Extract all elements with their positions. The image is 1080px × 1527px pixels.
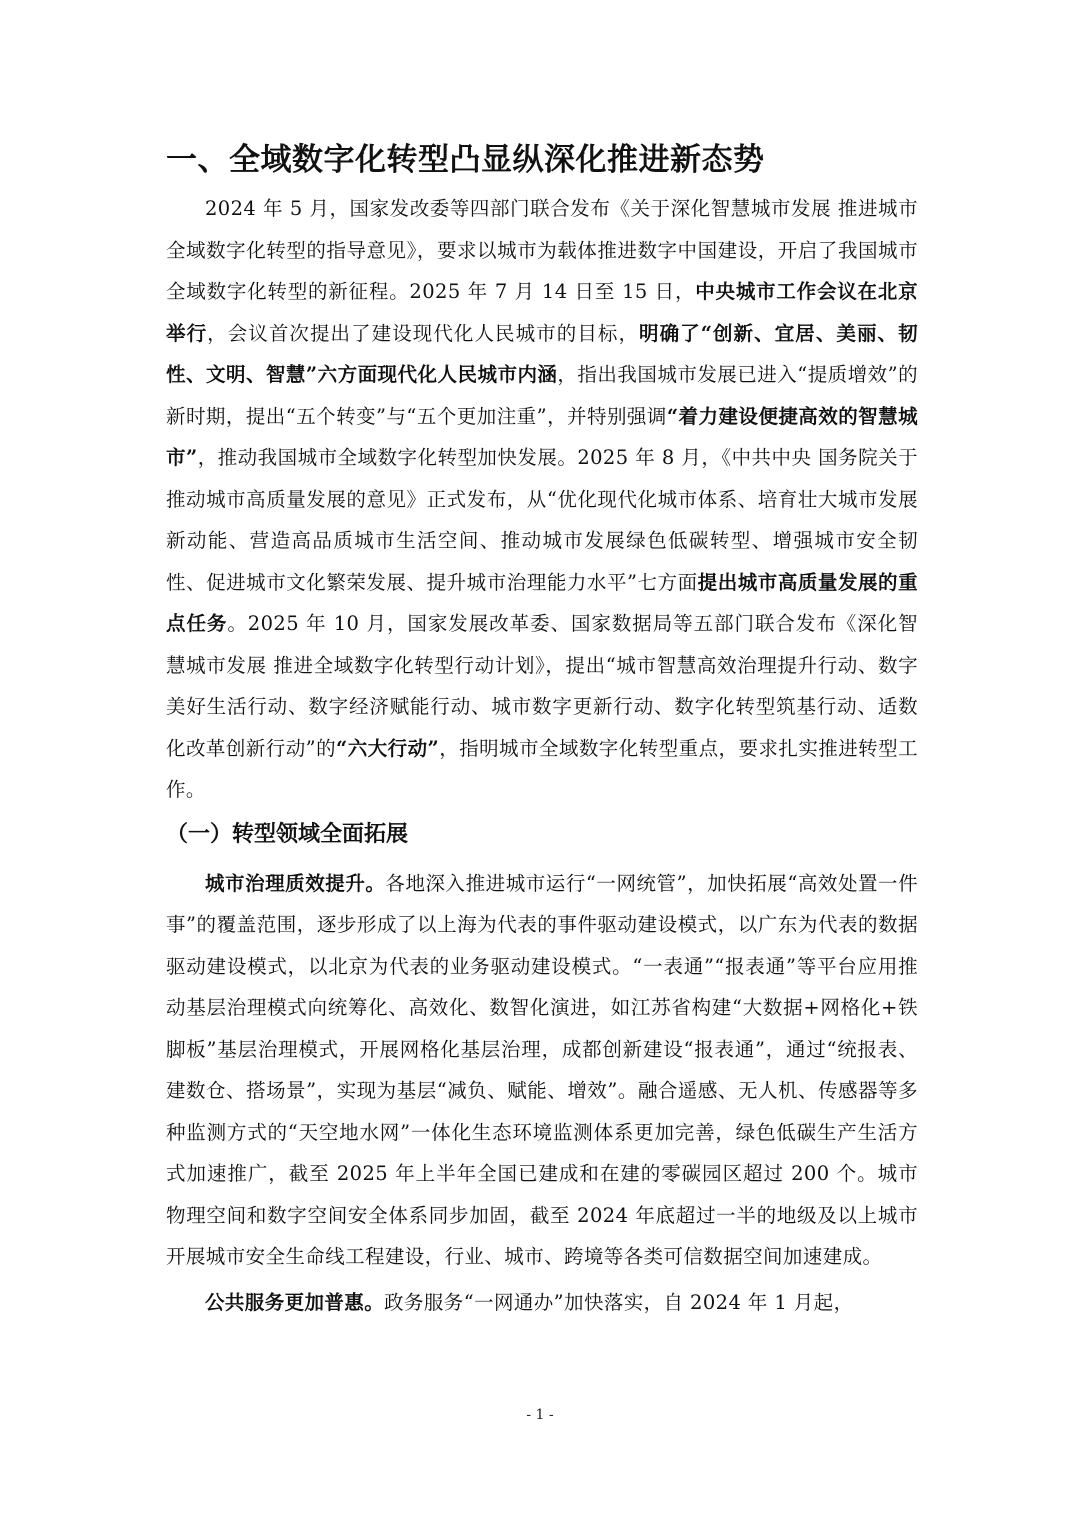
text-run: 。2025 年 10 月，国家发展改革委、国家数据局等五部门联合发布《深化智慧城市发展 推进全域数字化转型行动计划》，提出“城市智慧高效治理提升行动、数字美好生活行动、数字经济赋能行动、城市数字更新行动、数字化转型筑基行动、适数化改革创新行动”的 xyxy=(166,612,918,760)
text-run: 各地深入推进城市运行“一网统管”，加快拓展“高效处置一件事”的覆盖范围，逐步形成了以上海为代表的事件驱动建设模式，以广东为代表的数据驱动建设模式，以北京为代表的业务驱动建设模式。“一表通”“报表通”等平台应用推动基层治理模式向统筹化、高效化、数智化演进，如江苏省构建“大数据+网格化+铁脚板”基层治理模式，开展网格化基层治理，成都创新建设“报表通”，通过“统报表、建数仓、搭场景”，实现为基层“减负、赋能、增效”。融合遥感、无人机、传感器等多种监测方式的“天空地水网”一体化生态环境监测体系更加完善，绿色低碳生产生活方式加速推广，截至 2025 年上半年全国已建成和在建的零碳园区超过 200 个。城市物理空间和数字空间安全体系同步加固，截至 2024 年底超过一半的地级及以上城市开展城市安全生命线工程建设，行业、城市、跨境等各类可信数据空间加速建成。 xyxy=(166,871,918,1268)
text-run: ，指出我国城市发展已进入“提质增效”的新时期，提出“五个转变”与“五个更加注重”，并特别强调 xyxy=(166,363,918,428)
subsection-heading: （一）转型领域全面拓展 xyxy=(166,821,409,847)
bold-lead-text: 公共服务更加普惠。 xyxy=(205,1290,385,1314)
bold-text-run: 中央城市工作会议在北京举行 xyxy=(166,280,918,345)
bold-text-run: “六大行动” xyxy=(336,736,440,760)
text-run: 2024 年 5 月，国家发改委等四部门联合发布《关于深化智慧城市发展 推进城市全域数字化转型的指导意见》，要求以城市为载体推进数字中国建设，开启了我国城市全域数字化转型的新征程。2025 年 7 月 14 日至 15 日， xyxy=(166,197,918,303)
paragraph-city-governance xyxy=(166,863,918,1278)
paragraph-policy-overview xyxy=(166,188,918,811)
paragraph-public-services xyxy=(166,1282,918,1324)
text-run: 政务服务“一网通办”加快落实，自 2024 年 1 月起， xyxy=(384,1290,854,1314)
text-run: ，指明城市全域数字化转型重点，要求扎实推进转型工作。 xyxy=(166,736,918,801)
text-run: ，推动我国城市全域数字化转型加快发展。2025 年 8 月，《中共中央 国务院关于推动城市高质量发展的意见》正式发布，从“优化现代化城市体系、培育壮大城市发展新动能、营造高品质城市生活空间、推动城市发展绿色低碳转型、增强城市安全韧性、促进城市文化繁荣发展、提升城市治理能力水平”七方面 xyxy=(166,446,918,594)
page-number: - 1 - xyxy=(526,1407,554,1423)
document-body xyxy=(166,138,918,1323)
bold-text-run: 提出城市高质量发展的重点任务 xyxy=(166,570,918,635)
bold-text-run: 明确了“创新、宜居、美丽、韧性、文明、智慧”六方面现代化人民城市内涵 xyxy=(166,321,918,386)
bold-lead-text: 城市治理质效提升。 xyxy=(205,871,386,895)
section-heading: 一、全域数字化转型凸显纵深化推进新态势 xyxy=(166,142,765,178)
text-run: ，会议首次提出了建设现代化人民城市的目标， xyxy=(207,321,640,345)
bold-text-run: “着力建设便捷高效的智慧城市” xyxy=(166,404,918,469)
